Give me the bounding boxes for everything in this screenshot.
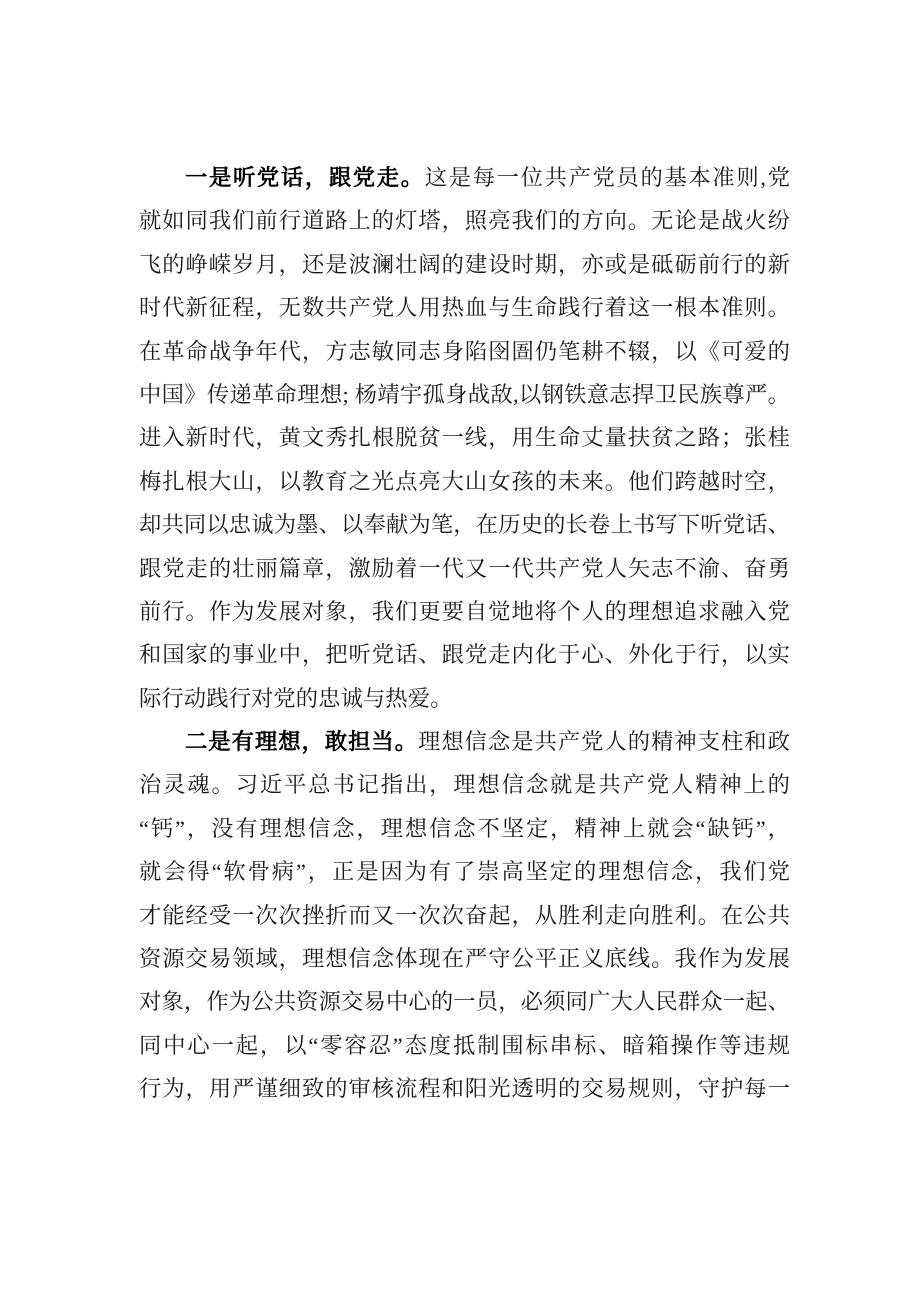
text-line: 同中心一起，以“零容忍”态度抵制围标串标、暗箱操作等违规: [139, 1032, 790, 1058]
paragraph-1: [139, 156, 790, 720]
text-line: 对象，作为公共资源交易中心的一员，必须同广大人民群众一起、: [139, 989, 790, 1015]
text-line: 飞的峥嵘岁月，还是波澜壮阔的建设时期，亦或是砥砺前行的新: [139, 251, 790, 277]
text-line: 才能经受一次次挫折而又一次次奋起，从胜利走向胜利。在公共: [139, 902, 790, 928]
text-line: 却共同以忠诚为墨、以奉献为笔，在历史的长卷上书写下听党话、: [139, 512, 790, 538]
paragraph-2-first-line-text: 理想信念是共产党人的精神支柱和政: [418, 729, 790, 755]
text-line: 和国家的事业中，把听党话、跟党走内化于心、外化于行，以实: [139, 642, 790, 668]
paragraph-1-lines: [139, 199, 790, 720]
paragraph-1-first-line: [139, 156, 790, 199]
text-line: 在革命战争年代，方志敏同志身陷囹圄仍笔耕不辍，以《可爱的: [139, 338, 790, 364]
text-line: 就会得“软骨病”，正是因为有了崇高坚定的理想信念，我们党: [139, 859, 790, 885]
text-block: [139, 156, 790, 1111]
text-line: 梅扎根大山，以教育之光点亮大山女孩的未来。他们跨越时空，: [139, 468, 790, 494]
paragraph-2-lead-heading: 二是有理想，敢担当。: [185, 729, 419, 755]
paragraph-2: [139, 720, 790, 1111]
paragraph-2-first-line: [139, 720, 790, 763]
text-line: 际行动践行对党的忠诚与热爱。: [139, 685, 453, 711]
text-line: 资源交易领域，理想信念体现在严守公平正义底线。我作为发展: [139, 946, 790, 972]
text-line: 治灵魂。习近平总书记指出，理想信念就是共产党人精神上的: [139, 772, 790, 798]
paragraph-2-lines: [139, 763, 790, 1110]
text-line: 就如同我们前行道路上的灯塔，照亮我们的方向。无论是战火纷: [139, 208, 790, 234]
text-line: 中国》传递革命理想; 杨靖宇孤身战敌,以钢铁意志捍卫民族尊严。: [139, 381, 790, 407]
paragraph-1-lead-heading: 一是听党话，跟党走。: [185, 165, 425, 190]
text-line: 进入新时代，黄文秀扎根脱贫一线，用生命丈量扶贫之路；张桂: [139, 425, 790, 451]
text-line: 跟党走的壮丽篇章，激励着一代又一代共产党人矢志不渝、奋勇: [139, 555, 790, 581]
text-line: 时代新征程，无数共产党人用热血与生命践行着这一根本准则。: [139, 295, 790, 321]
text-line: 行为，用严谨细致的审核流程和阳光透明的交易规则，守护每一: [139, 1076, 790, 1102]
text-line: 前行。作为发展对象，我们更要自觉地将个人的理想追求融入党: [139, 598, 790, 624]
paragraph-1-first-line-text: 这是每一位共产党员的基本准则,党: [424, 165, 790, 190]
text-line: “钙”，没有理想信念，理想信念不坚定，精神上就会“缺钙”，: [139, 815, 790, 841]
